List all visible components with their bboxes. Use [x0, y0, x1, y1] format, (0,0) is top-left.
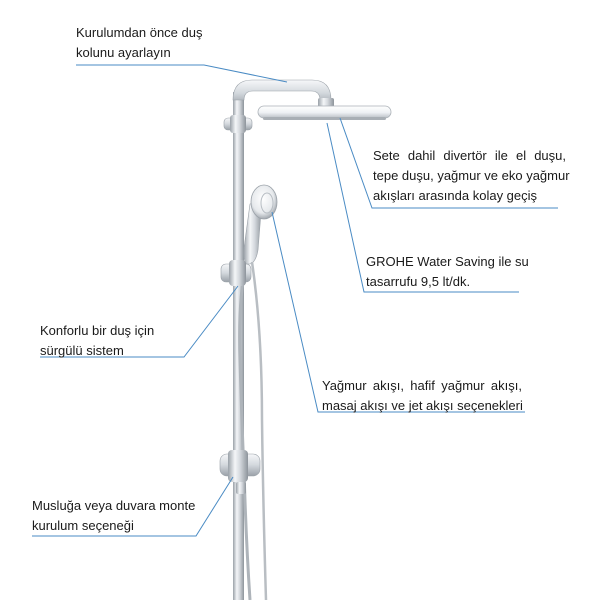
- callout-sliding-system: [40, 321, 154, 361]
- callout-line: tasarrufu 9,5 lt/dk.: [366, 274, 471, 289]
- callout-line: Sete dahil divertör ile el duşu,: [373, 148, 566, 163]
- upper-bracket-ring: [230, 115, 246, 133]
- leader-lines: [32, 65, 558, 536]
- callout-line: sürgülü sistem: [40, 343, 124, 358]
- callout-line: GROHE Water Saving ile su: [366, 254, 529, 269]
- callout-water-saving: [366, 252, 529, 292]
- callout-line: Yağmur akışı, hafif yağmur akışı,: [322, 378, 522, 393]
- diverter-outlet: [236, 482, 246, 494]
- callout-line: tepe duşu, yağmur ve eko yağmur: [373, 168, 570, 183]
- shower-hose-right: [252, 262, 266, 600]
- callout-line: akışları arasında kolay geçiş: [373, 188, 538, 203]
- leader-adjust-column: [76, 65, 287, 82]
- head-shower-plate: [258, 106, 391, 118]
- callout-line: kolunu ayarlayın: [76, 45, 171, 60]
- callout-line: kurulum seçeneği: [32, 518, 134, 533]
- callout-line: Musluğa veya duvara monte: [32, 498, 196, 513]
- slider-holder-ring: [229, 260, 246, 286]
- diverter-ring: [228, 450, 248, 482]
- callout-adjust-column: [76, 23, 202, 63]
- callout-diverter: [373, 146, 570, 206]
- callout-line: Kurulumdan önce duş: [76, 25, 203, 40]
- callout-line: masaj akışı ve jet akışı seçenekleri: [322, 398, 523, 413]
- head-shower-spray-face: [263, 117, 386, 120]
- callout-mounting-option: [32, 496, 195, 536]
- shower-arm-elbow: [233, 80, 331, 106]
- callout-line: Konforlu bir duş için: [40, 323, 155, 338]
- callout-spray-options: [322, 376, 522, 416]
